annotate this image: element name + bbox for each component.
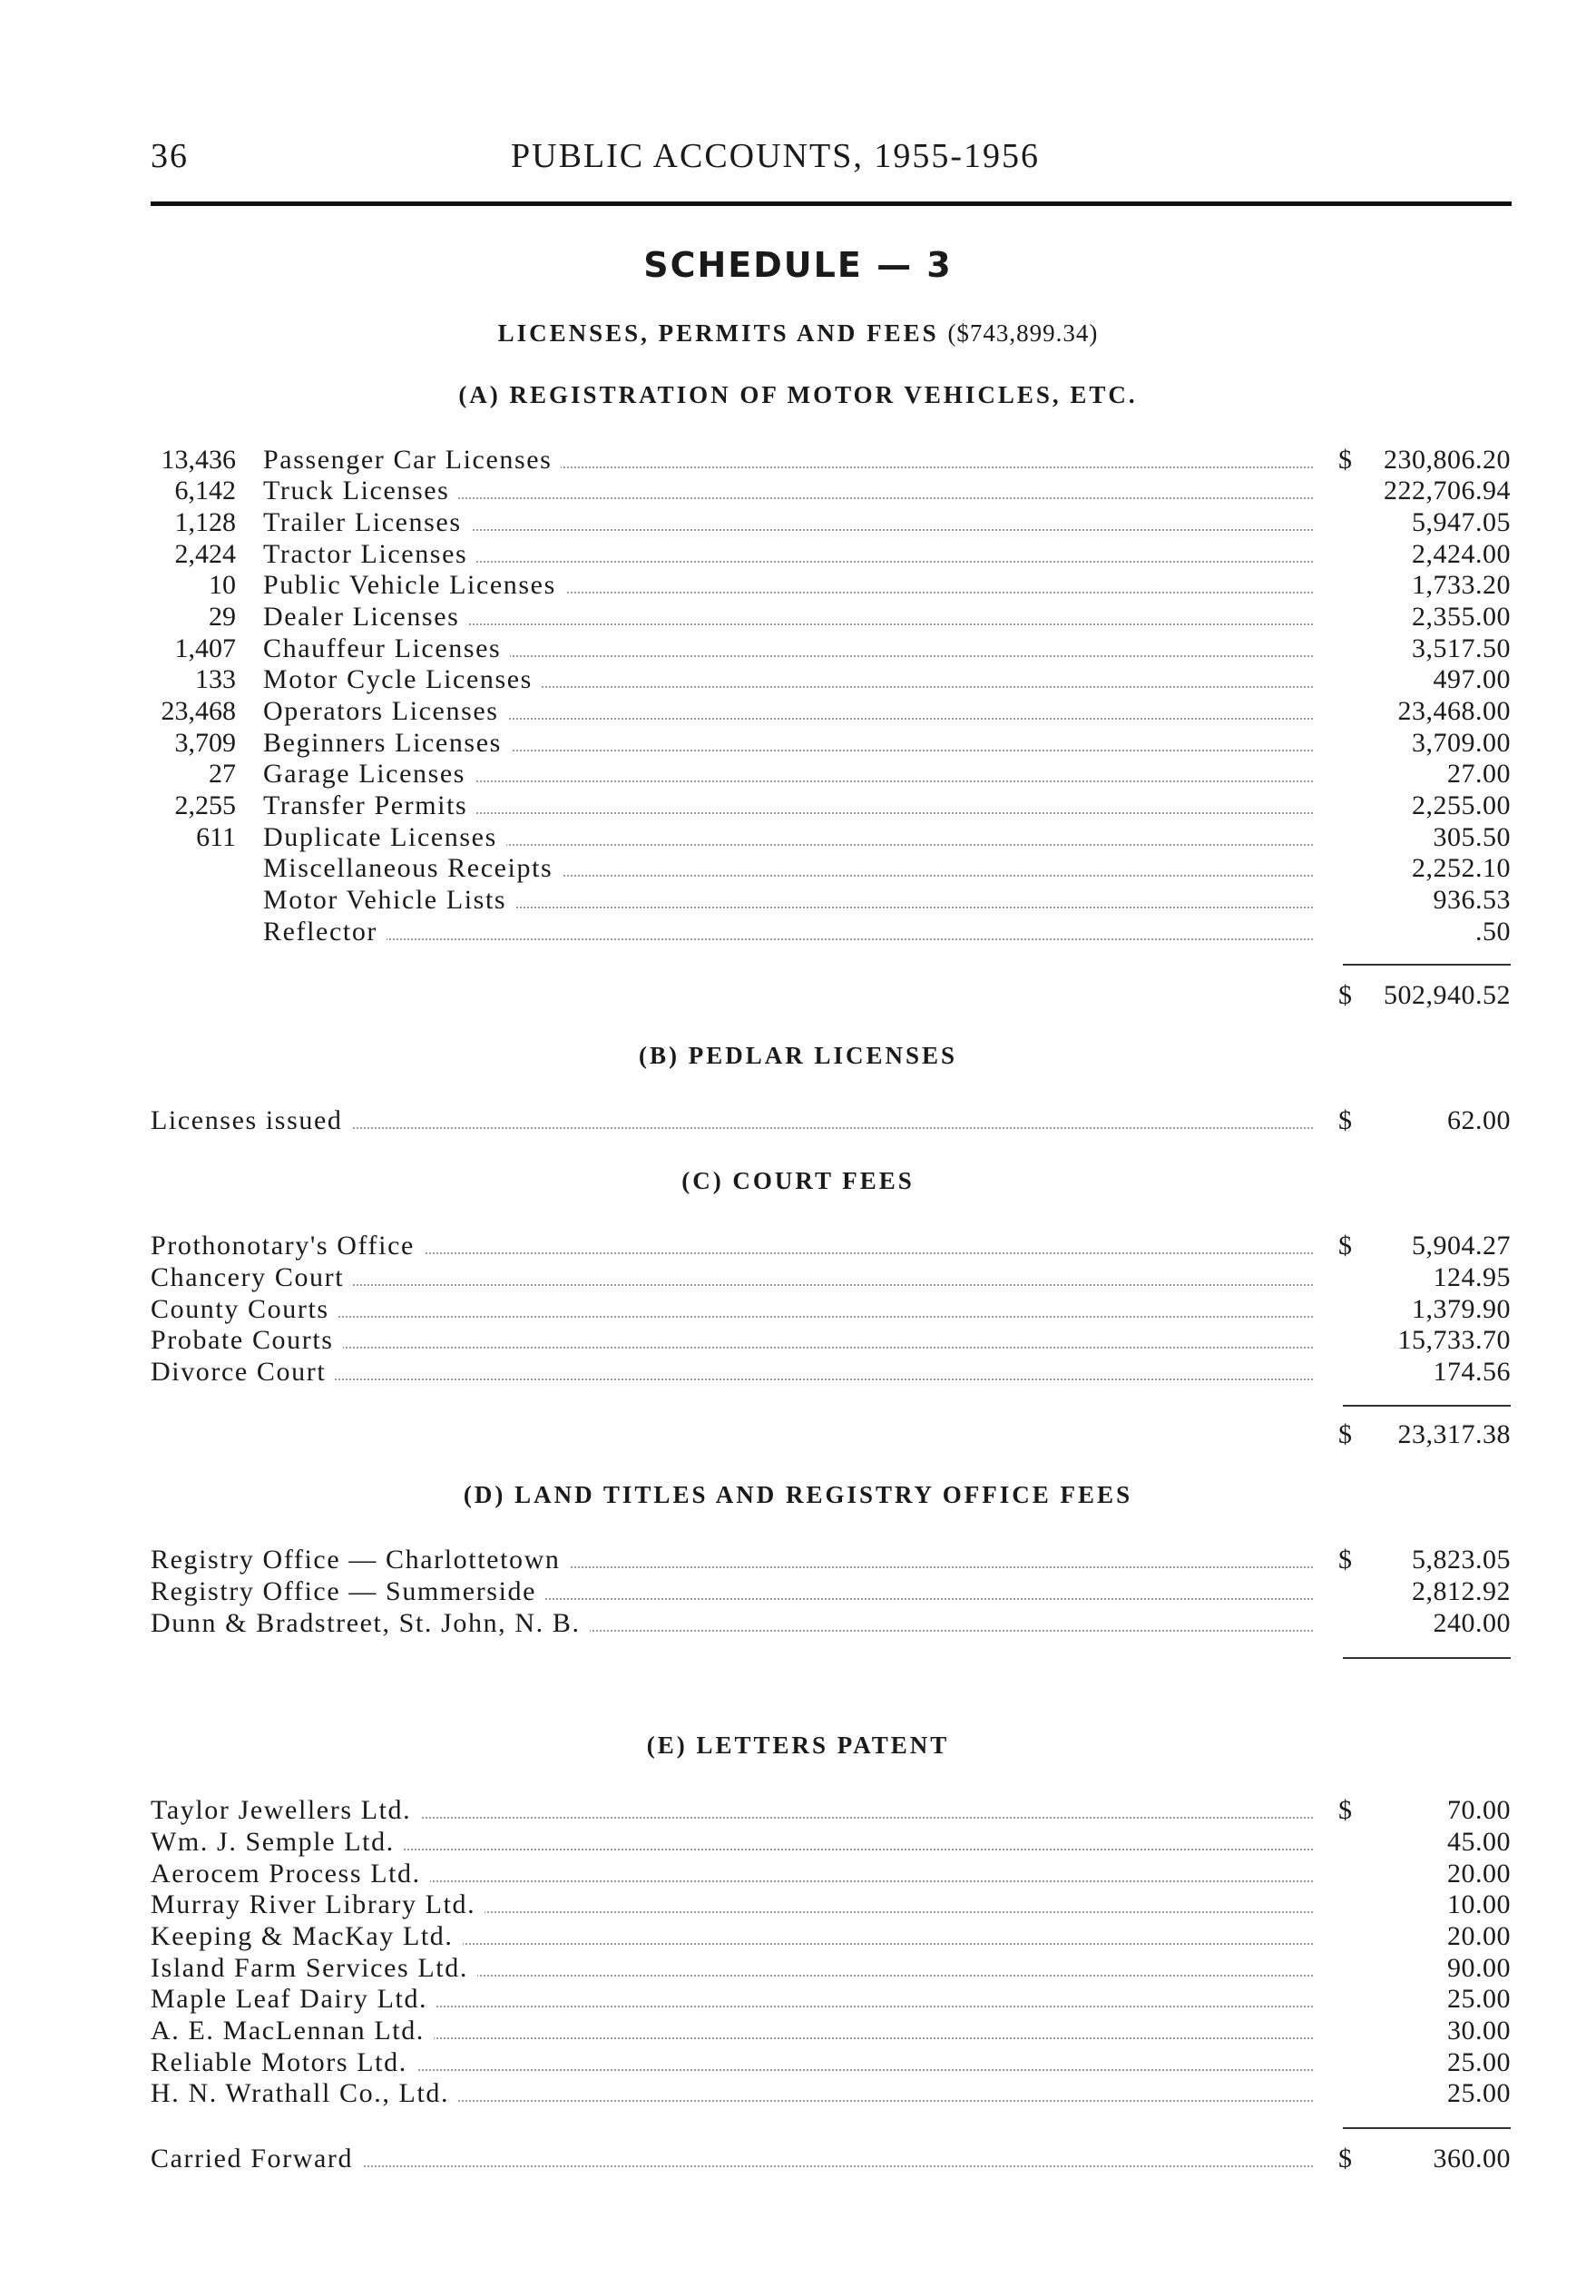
row-count: 6,142: [174, 476, 236, 505]
section-a-total: [0, 980, 1596, 1011]
table-row: [0, 1889, 1596, 1920]
table-row: [0, 1105, 1596, 1136]
row-amount: 90.00: [1447, 1953, 1511, 1983]
row-amount: 25.00: [1447, 1984, 1511, 2014]
row-amount: 3,517.50: [1412, 633, 1511, 663]
row-description: Aerocem Process Ltd.: [151, 1859, 430, 1889]
schedule-subtitle-amount: ($743,899.34): [947, 319, 1099, 347]
row-amount: 2,255.00: [1412, 790, 1511, 820]
table-row: [0, 476, 1596, 506]
row-amount: 124.95: [1433, 1262, 1511, 1292]
dollar-sign: $: [1338, 1795, 1354, 1825]
row-description: Murray River Library Ltd.: [151, 1889, 485, 1920]
row-amount: 497.00: [1433, 664, 1511, 694]
row-description: Divorce Court: [151, 1357, 335, 1388]
table-row: [0, 1608, 1596, 1639]
table-row: [0, 1859, 1596, 1889]
dot-leader: [272, 938, 1313, 940]
dollar-sign: $: [1338, 1545, 1354, 1575]
row-amount: 5,947.05: [1412, 507, 1511, 537]
carried-forward-amount: 360.00: [1433, 2144, 1511, 2173]
row-description: H. N. Wrathall Co., Ltd.: [151, 2078, 458, 2109]
row-count: 2,424: [174, 539, 236, 569]
row-description: A. E. MacLennan Ltd.: [151, 2016, 434, 2046]
row-amount: 23,468.00: [1397, 696, 1511, 726]
table-row: [0, 1984, 1596, 2015]
row-description: Maple Leaf Dairy Ltd.: [151, 1984, 436, 2015]
row-description: Transfer Permits: [263, 790, 476, 821]
row-description: Miscellaneous Receipts: [263, 853, 562, 884]
row-description: Keeping & MacKay Ltd.: [151, 1921, 463, 1952]
table-row: [0, 696, 1596, 727]
row-description: Operators Licenses: [263, 696, 508, 727]
row-amount: 240.00: [1433, 1608, 1511, 1638]
dollar-sign: $: [1338, 445, 1354, 475]
table-row: [0, 790, 1596, 821]
section-e-heading: (E) LETTERS PATENT: [646, 1732, 950, 1759]
dollar-sign: $: [1338, 1231, 1354, 1261]
row-amount: 27.00: [1447, 759, 1511, 789]
section-d-heading: (D) LAND TITLES AND REGISTRY OFFICE FEES: [463, 1481, 1133, 1508]
table-row: [0, 885, 1596, 916]
table-row: [0, 853, 1596, 884]
row-amount: 2,355.00: [1412, 602, 1511, 632]
row-amount: 25.00: [1447, 2078, 1511, 2108]
row-count: 3,709: [174, 728, 236, 758]
row-amount: 5,904.27: [1412, 1231, 1511, 1261]
section-c-total: [0, 1419, 1596, 1450]
dollar-sign: $: [1338, 1105, 1354, 1135]
row-description: Trailer Licenses: [263, 507, 471, 538]
page-number: 36: [151, 137, 189, 175]
dollar-sign: $: [1338, 1419, 1352, 1449]
schedule-subtitle: [0, 319, 1596, 348]
row-count: 10: [209, 570, 236, 600]
table-row: [0, 917, 1596, 947]
table-row: [0, 664, 1596, 695]
row-amount: 62.00: [1447, 1105, 1511, 1135]
row-amount: 222,706.94: [1384, 476, 1511, 505]
total-rule: [1343, 2127, 1511, 2129]
row-description: Chancery Court: [151, 1262, 353, 1293]
section-c-heading: (C) COURT FEES: [681, 1167, 915, 1194]
row-amount: 5,823.05: [1412, 1545, 1511, 1575]
table-row: [0, 1827, 1596, 1858]
row-amount: 305.50: [1433, 822, 1511, 852]
table-row: [0, 445, 1596, 476]
row-amount: 230,806.20: [1384, 445, 1511, 475]
row-description: Probate Courts: [151, 1325, 343, 1356]
table-row: [0, 1231, 1596, 1261]
header-rule: [151, 201, 1512, 206]
table-row: [0, 759, 1596, 790]
row-description: Registry Office — Summerside: [151, 1576, 545, 1607]
row-amount: 20.00: [1447, 1859, 1511, 1889]
row-description: Wm. J. Semple Ltd.: [151, 1827, 404, 1858]
row-description: Taylor Jewellers Ltd.: [151, 1795, 420, 1826]
table-row: [0, 2016, 1596, 2046]
row-description: Prothonotary's Office: [151, 1231, 424, 1261]
row-amount: 174.56: [1433, 1357, 1511, 1387]
row-amount: 2,252.10: [1412, 853, 1511, 883]
page-header: [151, 136, 1512, 191]
table-row: [0, 507, 1596, 538]
section-a-heading: (A) REGISTRATION OF MOTOR VEHICLES, ETC.: [458, 381, 1138, 408]
total-rule: [1343, 1405, 1511, 1407]
table-row: [0, 2078, 1596, 2109]
row-amount: 25.00: [1447, 2047, 1511, 2077]
table-row: [0, 1953, 1596, 1984]
row-description: Reflector: [263, 917, 387, 947]
table-row: [0, 602, 1596, 633]
table-row: [0, 1294, 1596, 1325]
carried-forward-row: [0, 2144, 1596, 2174]
total-rule: [1343, 1657, 1511, 1659]
row-description: Chauffeur Licenses: [263, 633, 510, 664]
row-description: Island Farm Services Ltd.: [151, 1953, 477, 1984]
row-description: Duplicate Licenses: [263, 822, 506, 853]
row-amount: 30.00: [1447, 2016, 1511, 2046]
row-amount: 1,733.20: [1412, 570, 1511, 600]
row-amount: 10.00: [1447, 1889, 1511, 1919]
row-count: 29: [209, 602, 236, 632]
row-description: Motor Vehicle Lists: [263, 885, 515, 916]
row-description: Passenger Car Licenses: [263, 445, 561, 476]
row-amount: .50: [1475, 917, 1511, 947]
row-count: 27: [209, 759, 236, 789]
table-row: [0, 539, 1596, 570]
table-row: [0, 570, 1596, 601]
table-row: [0, 1795, 1596, 1826]
table-row: [0, 728, 1596, 759]
table-row: [0, 1545, 1596, 1575]
row-description: Motor Cycle Licenses: [263, 664, 542, 695]
row-description: Beginners Licenses: [263, 728, 511, 759]
row-amount: 936.53: [1433, 885, 1511, 915]
row-description: Registry Office — Charlottetown: [151, 1545, 569, 1575]
total-amount: 502,940.52: [1384, 980, 1511, 1010]
dollar-sign: $: [1338, 2144, 1354, 2173]
row-description: Dunn & Bradstreet, St. John, N. B.: [151, 1608, 590, 1639]
row-count: 2,255: [174, 790, 236, 820]
table-row: [0, 822, 1596, 853]
row-description: Licenses issued: [151, 1105, 351, 1136]
row-count: 133: [195, 664, 236, 694]
total-rule: [1343, 964, 1511, 966]
running-title: PUBLIC ACCOUNTS, 1955-1956: [511, 137, 1040, 175]
row-amount: 1,379.90: [1412, 1294, 1511, 1324]
row-amount: 3,709.00: [1412, 728, 1511, 758]
schedule-title: SCHEDULE — 3: [643, 245, 953, 285]
table-row: [0, 2047, 1596, 2078]
table-row: [0, 1921, 1596, 1952]
row-description: Tractor Licenses: [263, 539, 476, 570]
row-count: 1,407: [174, 633, 236, 663]
row-amount: 70.00: [1447, 1795, 1511, 1825]
table-row: [0, 633, 1596, 664]
section-b-heading: (B) PEDLAR LICENSES: [638, 1042, 958, 1069]
table-row: [0, 1576, 1596, 1607]
row-count: 611: [196, 822, 236, 852]
dollar-sign: $: [1338, 980, 1352, 1010]
row-amount: 20.00: [1447, 1921, 1511, 1951]
row-description: County Courts: [151, 1294, 338, 1325]
schedule-subtitle-text: LICENSES, PERMITS AND FEES: [497, 319, 939, 347]
table-row: [0, 1262, 1596, 1293]
row-description: Public Vehicle Licenses: [263, 570, 565, 601]
table-row: [0, 1357, 1596, 1388]
total-amount: 23,317.38: [1397, 1419, 1511, 1449]
row-description: Garage Licenses: [263, 759, 475, 790]
row-amount: 2,812.92: [1412, 1576, 1511, 1606]
row-count: 1,128: [174, 507, 236, 537]
carried-forward-label: Carried Forward: [151, 2144, 362, 2174]
row-amount: 2,424.00: [1412, 539, 1511, 569]
table-row: [0, 1325, 1596, 1356]
row-amount: 15,733.70: [1397, 1325, 1511, 1355]
row-count: 23,468: [161, 696, 236, 726]
row-description: Reliable Motors Ltd.: [151, 2047, 416, 2078]
row-description: Truck Licenses: [263, 476, 458, 506]
row-count: 13,436: [161, 445, 236, 475]
row-amount: 45.00: [1447, 1827, 1511, 1857]
row-description: Dealer Licenses: [263, 602, 468, 633]
